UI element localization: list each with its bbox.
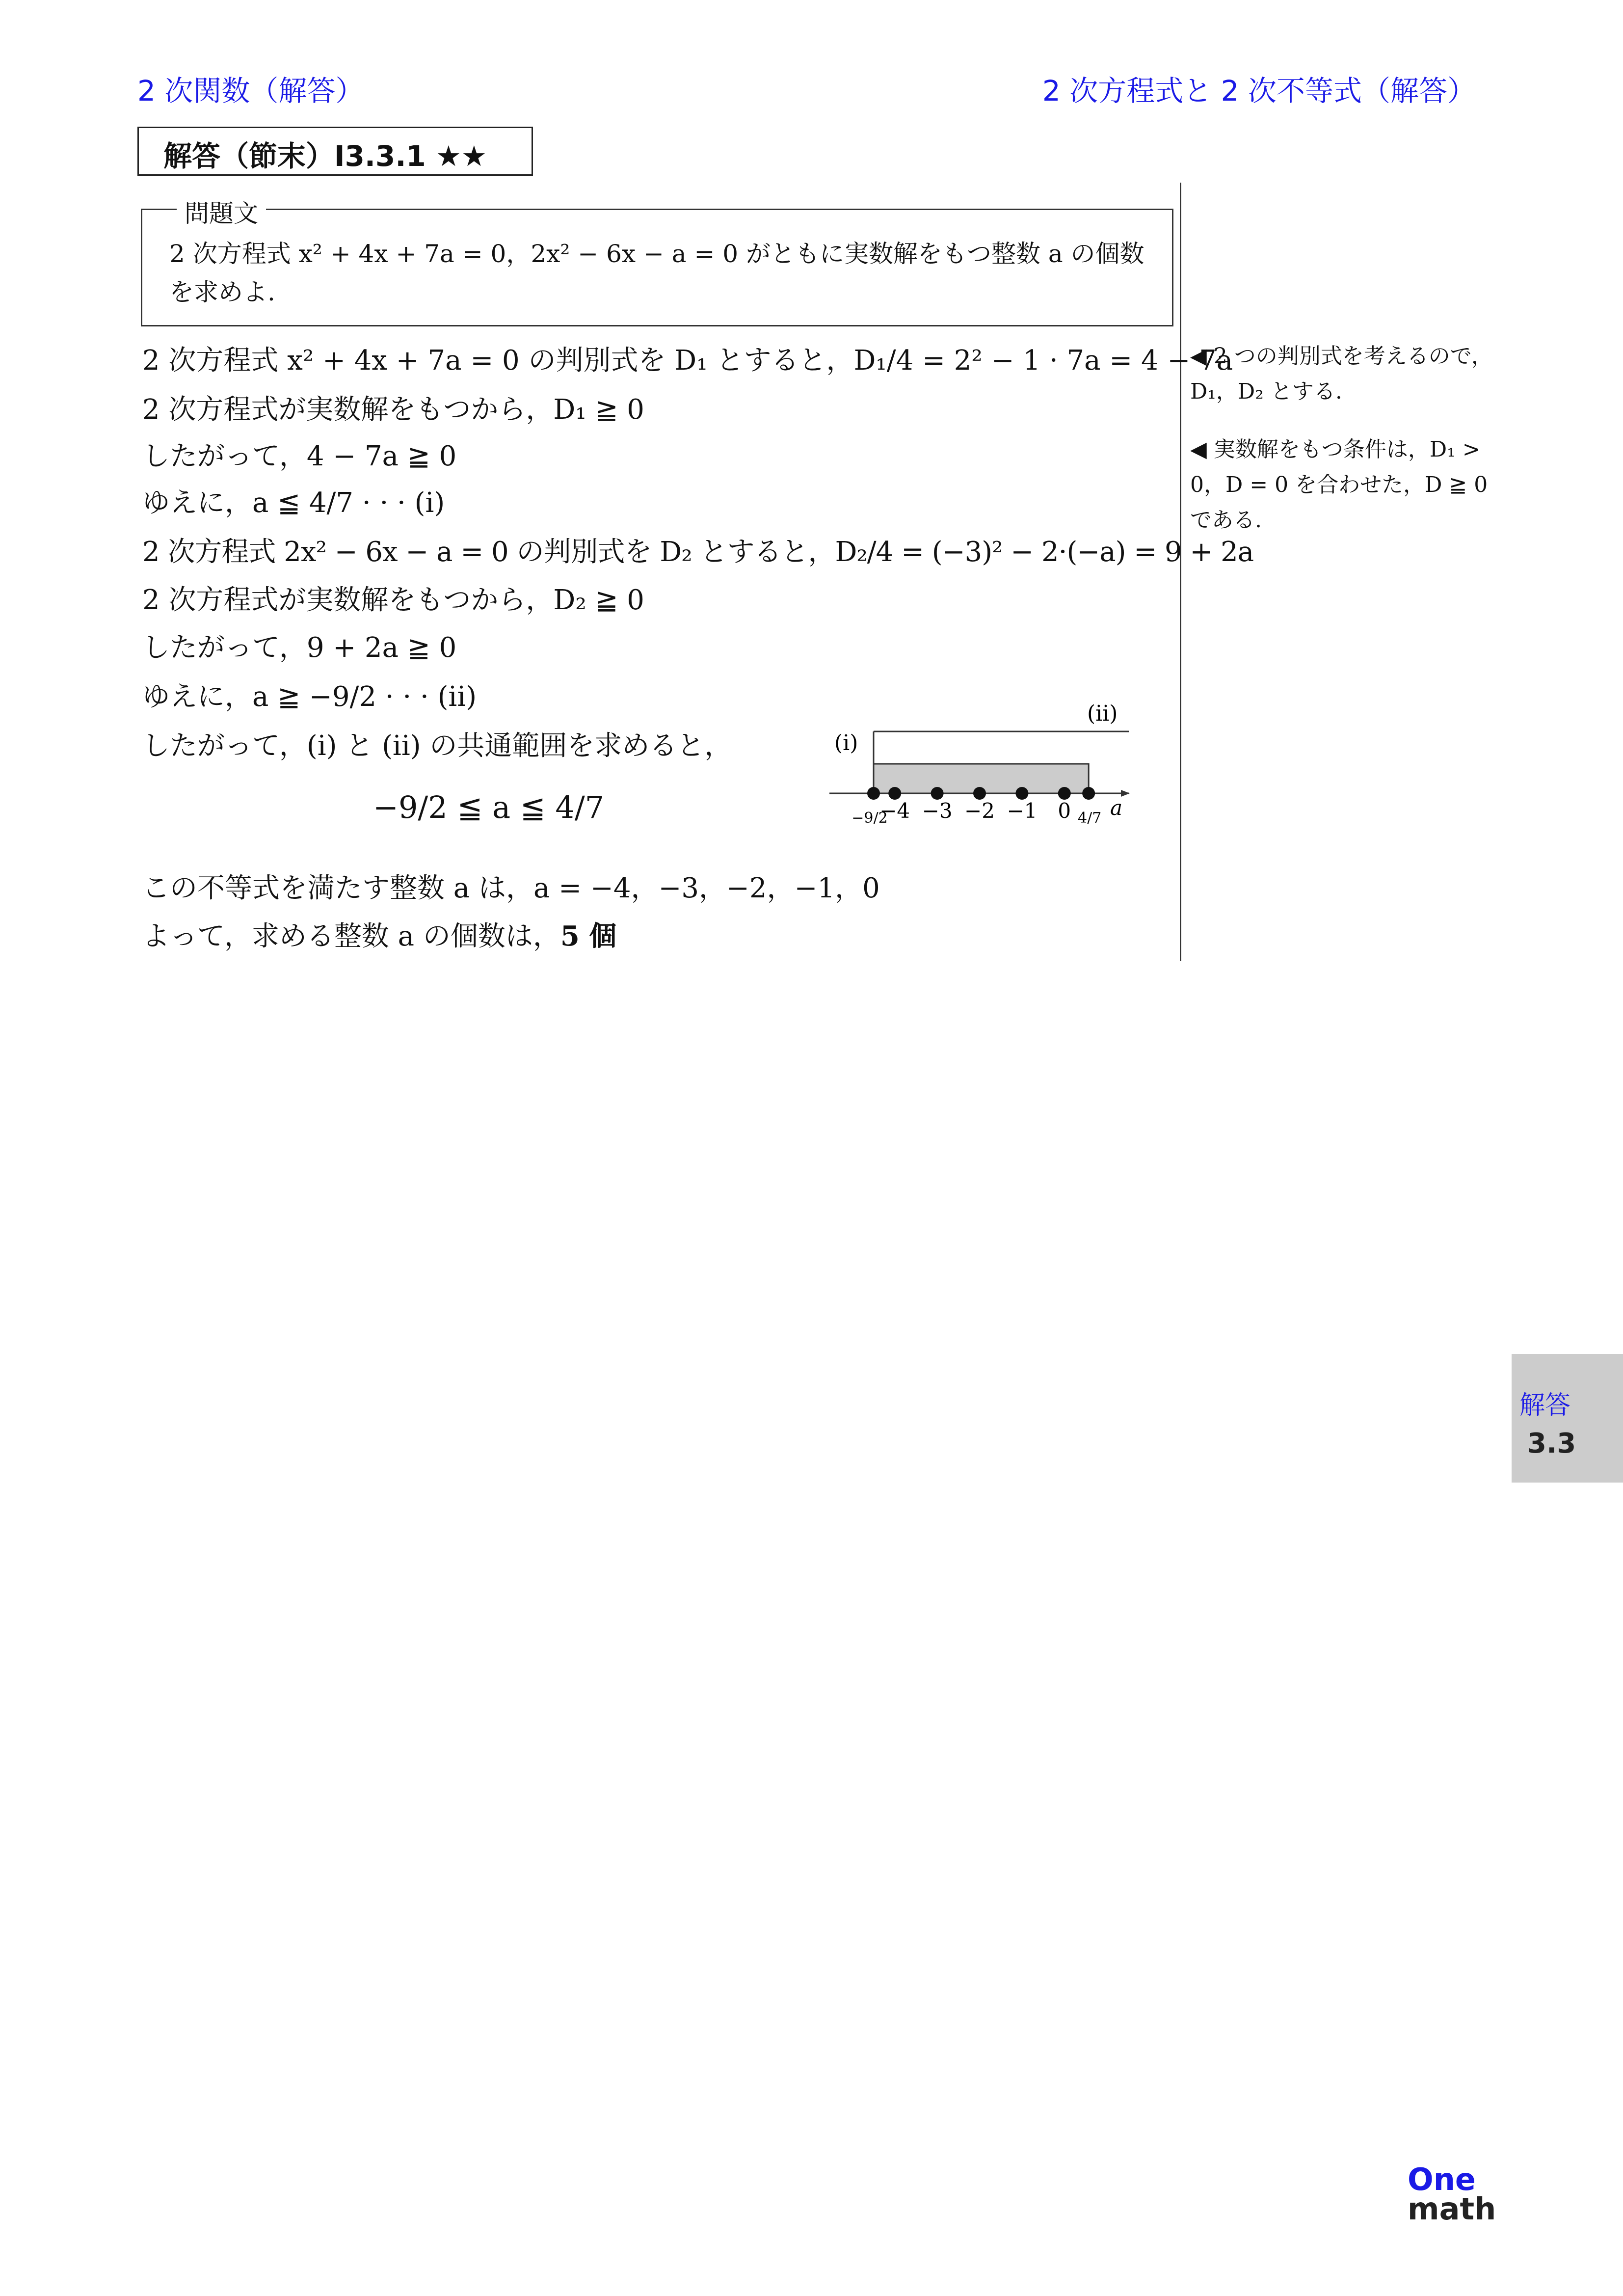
running-header-right: 2 次方程式と 2 次不等式（解答） bbox=[1042, 74, 1476, 108]
section-tab-label: 解答 bbox=[1519, 1391, 1571, 1420]
solution-line-7: したがって，9 + 2a ≧ 0 bbox=[142, 632, 457, 664]
integer-point bbox=[888, 787, 901, 800]
solution-line-8: ゆえに，a ≧ −9/2 · · · (ii) bbox=[142, 681, 477, 713]
onemath-logo bbox=[1408, 2161, 1496, 2227]
solution-line-2: 2 次方程式が実数解をもつから，D₁ ≧ 0 bbox=[142, 394, 644, 426]
conclusion-text: よって，求める整数 a の個数は， bbox=[142, 920, 560, 952]
solution-range: −9/2 ≦ a ≦ 4/7 bbox=[373, 789, 605, 825]
logo-line-2: math bbox=[1408, 2191, 1496, 2227]
solution-line-1: 2 次方程式 x² + 4x + 7a = 0 の判別式を D₁ とすると，D₁/4 = 2² − 1 · 7a = 4 − 7a bbox=[142, 345, 1233, 377]
tick-label: −3 bbox=[922, 799, 953, 823]
tick-label: −4 bbox=[879, 799, 910, 823]
left-end-label: −9/2 bbox=[851, 810, 888, 827]
solution-line-4: ゆえに，a ≦ 4/7 · · · (i) bbox=[142, 487, 445, 519]
final-answer: 5 個 bbox=[560, 920, 617, 952]
solution-line-3: したがって，4 − 7a ≧ 0 bbox=[142, 440, 457, 472]
running-header-left: 2 次関数（解答） bbox=[137, 74, 364, 108]
axis-variable: a bbox=[1110, 796, 1123, 820]
tick-label: 0 bbox=[1058, 799, 1071, 823]
endpoint-left bbox=[867, 787, 880, 800]
solution-line-6: 2 次方程式が実数解をもつから，D₂ ≧ 0 bbox=[142, 584, 644, 616]
solution-title: 解答（節末）I3.3.1 ★★ bbox=[137, 127, 533, 176]
integer-point bbox=[1058, 787, 1071, 800]
section-tab-number: 3.3 bbox=[1527, 1428, 1576, 1459]
solution-line-9: したがって，(i) と (ii) の共通範囲を求めると， bbox=[142, 730, 732, 762]
margin-divider bbox=[1180, 183, 1181, 961]
tick-label: −2 bbox=[964, 799, 995, 823]
label-ii: (ii) bbox=[1087, 701, 1118, 726]
tick-label: −1 bbox=[1007, 799, 1038, 823]
number-line-diagram bbox=[829, 696, 1144, 843]
logo-line-1: One bbox=[1408, 2161, 1476, 2197]
margin-note-2: ◀ 実数解をもつ条件は，D₁ > 0，D = 0 を合わせた，D ≧ 0 である. bbox=[1190, 437, 1488, 533]
solution-line-10: この不等式を満たす整数 a は，a = −4，−3，−2，−1，0 bbox=[142, 872, 880, 904]
margin-note-1: ◀ 2 つの判別式を考えるので，D₁，D₂ とする. bbox=[1190, 344, 1493, 404]
problem-text: 2 次方程式 x² + 4x + 7a = 0，2x² − 6x − a = 0 がともに実数解をもつ整数 a の個数を求めよ. bbox=[169, 240, 1144, 306]
integer-point bbox=[1015, 787, 1028, 800]
label-i: (i) bbox=[834, 730, 858, 756]
solution-line-11 bbox=[142, 915, 616, 954]
integer-point bbox=[931, 787, 944, 800]
problem-legend: 問題文 bbox=[177, 194, 266, 229]
endpoint-right bbox=[1082, 787, 1095, 800]
integer-point bbox=[973, 787, 986, 800]
solution-line-5: 2 次方程式 2x² − 6x − a = 0 の判別式を D₂ とすると，D₂/4 = (−3)² − 2·(−a) = 9 + 2a bbox=[142, 536, 1254, 568]
section-tab bbox=[1512, 1354, 1623, 1483]
right-end-label: 4/7 bbox=[1078, 810, 1102, 827]
